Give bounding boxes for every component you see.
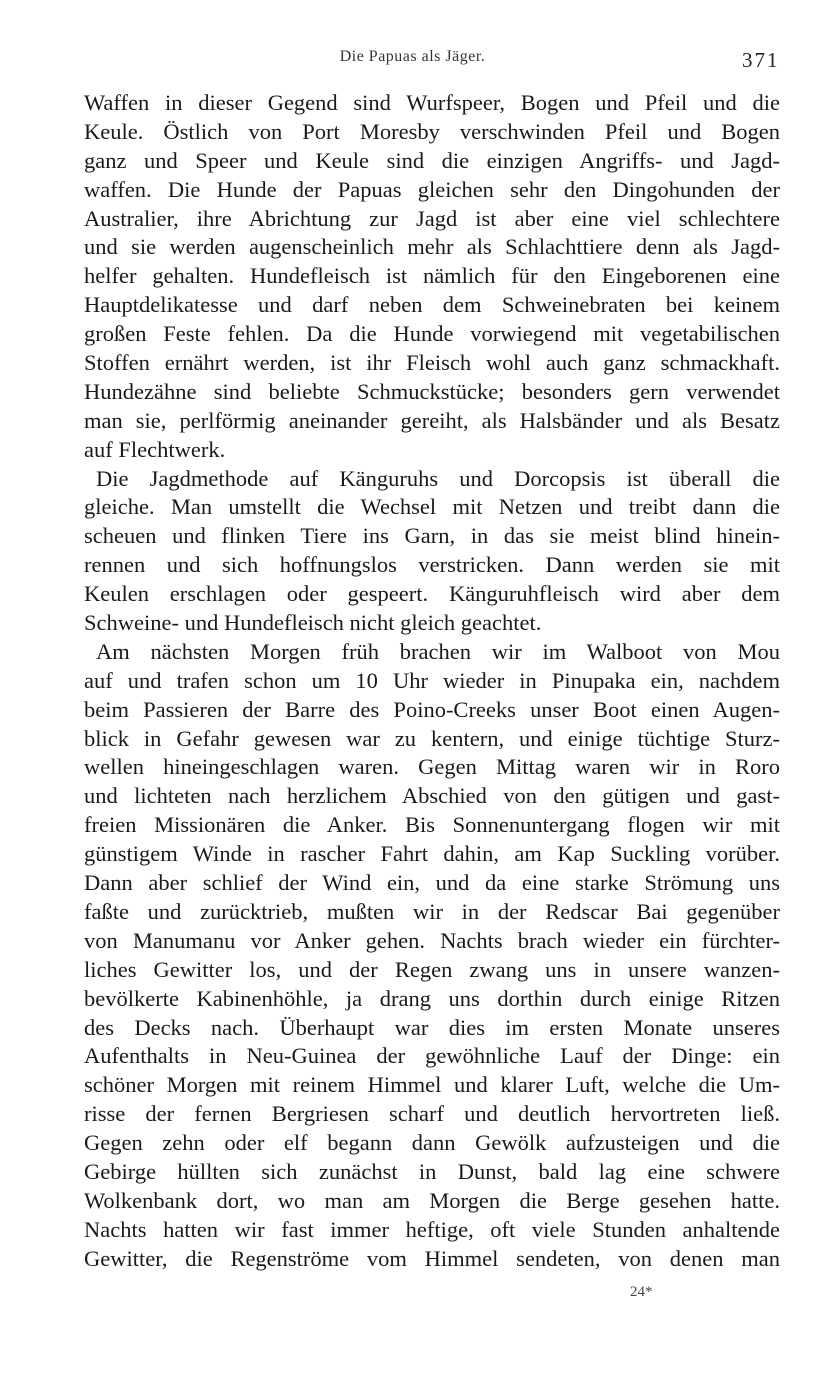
text-line: Dann aber schlief der Wind ein, und da eine starke Strömung uns: [84, 870, 780, 896]
text-line: Schweine- und Hundefleisch nicht gleich geachtet.: [84, 610, 542, 636]
text-line: waffen. Die Hunde der Papuas gleichen sehr den Dingohunden der: [84, 176, 780, 202]
text-line: Am nächsten Morgen früh brachen wir im Walboot von Mou: [96, 638, 780, 664]
paragraph: [84, 89, 780, 465]
text-line: beim Passieren der Barre des Poino-Creeks unser Boot einen Augen-: [84, 696, 780, 722]
text-line: Aufenthalts in Neu-Guinea der gewöhnliche Lauf der Dinge: ein: [84, 1043, 780, 1069]
text-line: freien Missionären die Anker. Bis Sonnenuntergang flogen wir mit: [84, 812, 780, 838]
text-line: günstigem Winde in rascher Fahrt dahin, am Kap Suckling vorüber.: [84, 841, 780, 867]
text-line: Waffen in dieser Gegend sind Wurfspeer, Bogen und Pfeil und die: [84, 90, 780, 115]
text-line: Die Jagdmethode auf Känguruhs und Dorcopsis ist überall die: [96, 465, 780, 491]
body-text: [84, 89, 780, 1274]
text-line: blick in Gefahr gewesen war zu kentern, und einige tüchtige Sturz-: [84, 725, 780, 751]
text-line: und sie werden augenscheinlich mehr als Schlachttiere denn als Jagd-: [84, 234, 780, 260]
text-line: Hauptdelikatesse und darf neben dem Schweinebraten bei keinem: [84, 292, 780, 318]
text-line: Hundezähne sind beliebte Schmuckstücke; besonders gern verwendet: [84, 378, 780, 404]
text-line: gleiche. Man umstellt die Wechsel mit Netzen und treibt dann die: [84, 494, 780, 520]
paragraph: [84, 465, 780, 638]
page-number: 371: [742, 48, 780, 72]
text-line: Stoffen ernährt werden, ist ihr Fleisch wohl auch ganz schmackhaft.: [84, 350, 780, 376]
text-line: auf und trafen schon um 10 Uhr wieder in Pinupaka ein, nachdem: [84, 667, 780, 693]
text-line: auf Flechtwerk.: [84, 436, 226, 462]
text-line: Keule. Östlich von Port Moresby verschwinden Pfeil und Bogen: [84, 118, 780, 144]
text-line: und lichteten nach herzlichem Abschied von den gütigen und gast-: [84, 783, 780, 809]
text-line: Nachts hatten wir fast immer heftige, oft viele Stunden anhaltende: [84, 1216, 780, 1242]
text-line: schöner Morgen mit reinem Himmel und klarer Luft, welche die Um-: [84, 1072, 780, 1098]
text-line: des Decks nach. Überhaupt war dies im ersten Monate unseres: [84, 1014, 780, 1040]
text-line: scheuen und flinken Tiere ins Garn, in das sie meist blind hinein-: [84, 523, 780, 549]
text-line: Gegen zehn oder elf begann dann Gewölk aufzusteigen und die: [84, 1130, 780, 1156]
text-line: wellen hineingeschlagen waren. Gegen Mittag waren wir in Roro: [84, 754, 780, 780]
text-line: Gewitter, die Regenströme vom Himmel sendeten, von denen man: [84, 1245, 780, 1271]
text-line: Wolkenbank dort, wo man am Morgen die Berge gesehen hatte.: [84, 1187, 780, 1213]
text-line: von Manumanu vor Anker gehen. Nachts brach wieder ein fürchter-: [84, 927, 780, 953]
text-line: liches Gewitter los, und der Regen zwang uns in unsere wanzen-: [84, 956, 780, 982]
text-line: Australier, ihre Abrichtung zur Jagd ist aber eine viel schlechtere: [84, 205, 780, 231]
text-line: faßte und zurücktrieb, mußten wir in der Redscar Bai gegenüber: [84, 898, 780, 924]
text-line: bevölkerte Kabinenhöhle, ja drang uns dorthin durch einige Ritzen: [84, 985, 780, 1011]
paragraph: [84, 638, 780, 1274]
text-line: helfer gehalten. Hundefleisch ist nämlich für den Eingeborenen eine: [84, 263, 780, 289]
text-line: rennen und sich hoffnungslos verstricken. Dann werden sie mit: [84, 552, 780, 578]
text-line: ganz und Speer und Keule sind die einzigen Angriffs- und Jagd-: [84, 147, 780, 173]
text-line: Keulen erschlagen oder gespeert. Känguruhfleisch wird aber dem: [84, 581, 780, 607]
text-line: risse der fernen Bergriesen scharf und deutlich hervortreten ließ.: [84, 1101, 780, 1127]
text-line: man sie, perlförmig aneinander gereiht, als Halsbänder und als Besatz: [84, 407, 780, 433]
text-line: Gebirge hüllten sich zunächst in Dunst, bald lag eine schwere: [84, 1158, 780, 1184]
running-head: Die Papuas als Jäger.: [339, 48, 486, 65]
signature-mark: 24*: [630, 1284, 653, 1300]
text-line: großen Feste fehlen. Da die Hunde vorwiegend mit vegetabilischen: [84, 321, 780, 347]
